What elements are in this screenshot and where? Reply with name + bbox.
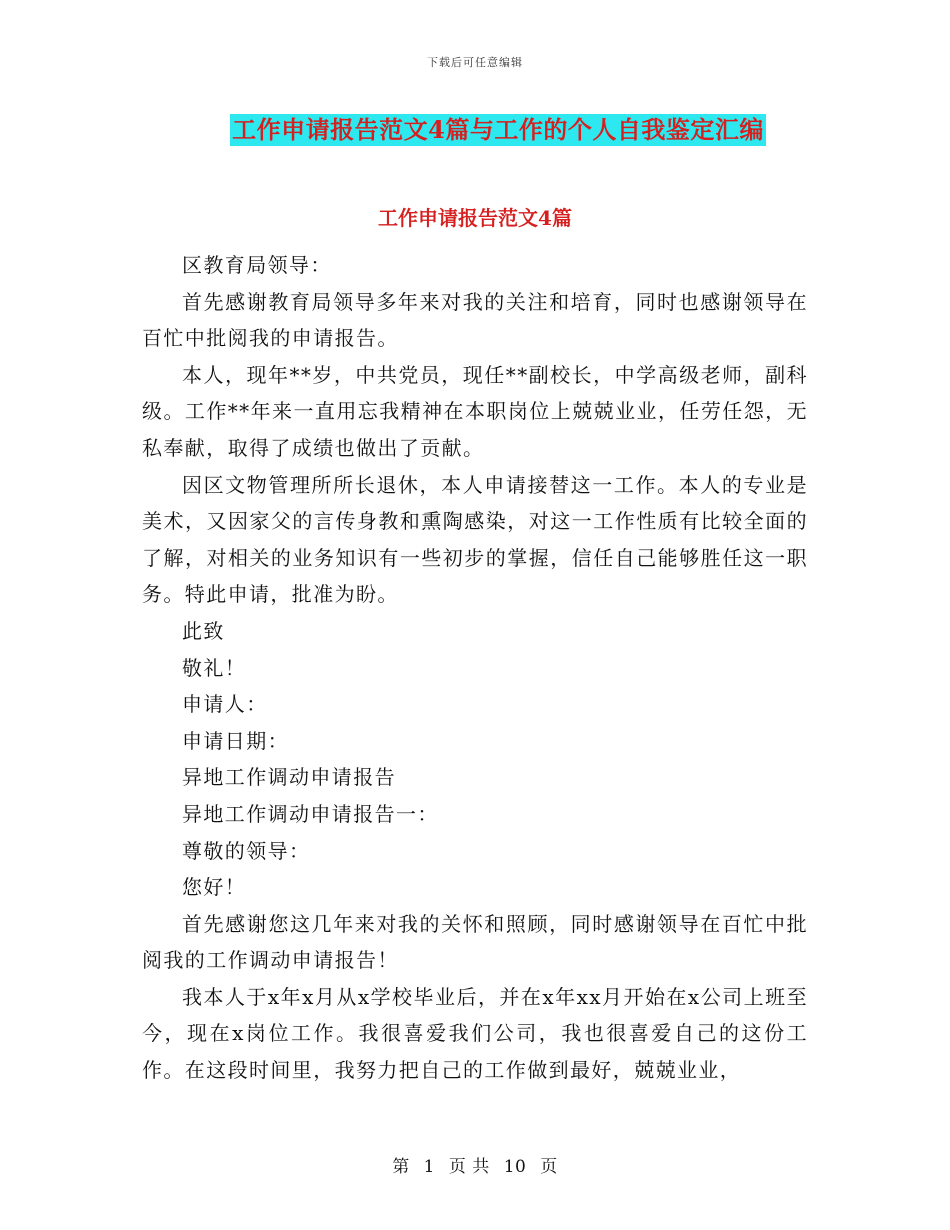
paragraph: 因区文物管理所所长退休，本人申请接替这一工作。本人的专业是美术，又因家父的言传身教和熏陶感染，对这一工作性质有比较全面的了解，对相关的业务知识有一些初步的掌握，信任自己能够胜任这一职务。特此申请，批准为盼。 bbox=[142, 472, 808, 607]
header-note: 下载后可任意编辑 bbox=[427, 56, 523, 69]
paragraph: 此致 bbox=[182, 618, 225, 643]
paragraph: 异地工作调动申请报告 bbox=[182, 765, 396, 790]
section-title: 工作申请报告范文4篇 bbox=[378, 206, 572, 230]
paragraph: 我本人于x年x月从x学校毕业后，并在x年xx月开始在x公司上班至今，现在x岗位工作。我很喜爱我们公司，我也很喜爱自己的这份工作。在这段时间里，我努力把自己的工作做到最好，兢兢业业， bbox=[142, 984, 808, 1083]
main-title: 工作申请报告范文4篇与工作的个人自我鉴定汇编 bbox=[232, 115, 764, 144]
main-title-container bbox=[0, 114, 950, 146]
paragraph: 首先感谢您这几年来对我的关怀和照顾，同时感谢领导在百忙中批阅我的工作调动申请报告！ bbox=[142, 911, 808, 973]
footer-total-pages: 10 bbox=[503, 1157, 527, 1177]
paragraph: 首先感谢教育局领导多年来对我的关注和培育，同时也感谢领导在百忙中批阅我的申请报告。 bbox=[142, 289, 808, 351]
paragraph: 敬礼！ bbox=[182, 655, 247, 680]
document-body bbox=[142, 247, 808, 1089]
footer-prefix: 第 bbox=[392, 1157, 410, 1177]
footer-page-number: 1 bbox=[423, 1157, 435, 1177]
paragraph: 尊敬的领导： bbox=[182, 838, 311, 863]
paragraph: 申请日期： bbox=[182, 728, 289, 753]
footer-suffix: 页 bbox=[540, 1157, 558, 1177]
footer-middle: 页 共 bbox=[448, 1157, 490, 1177]
paragraph: 您好！ bbox=[182, 875, 247, 900]
paragraph: 区教育局领导： bbox=[182, 253, 332, 277]
paragraph: 申请人： bbox=[182, 692, 268, 717]
page-footer bbox=[0, 1152, 950, 1177]
paragraph: 本人，现年**岁，中共党员，现任**副校长，中学高级老师，副科级。工作**年来一直用忘我精神在本职岗位上兢兢业业，任劳任怨，无私奉献，取得了成绩也做出了贡献。 bbox=[142, 362, 808, 460]
paragraph: 异地工作调动申请报告一： bbox=[182, 801, 439, 826]
